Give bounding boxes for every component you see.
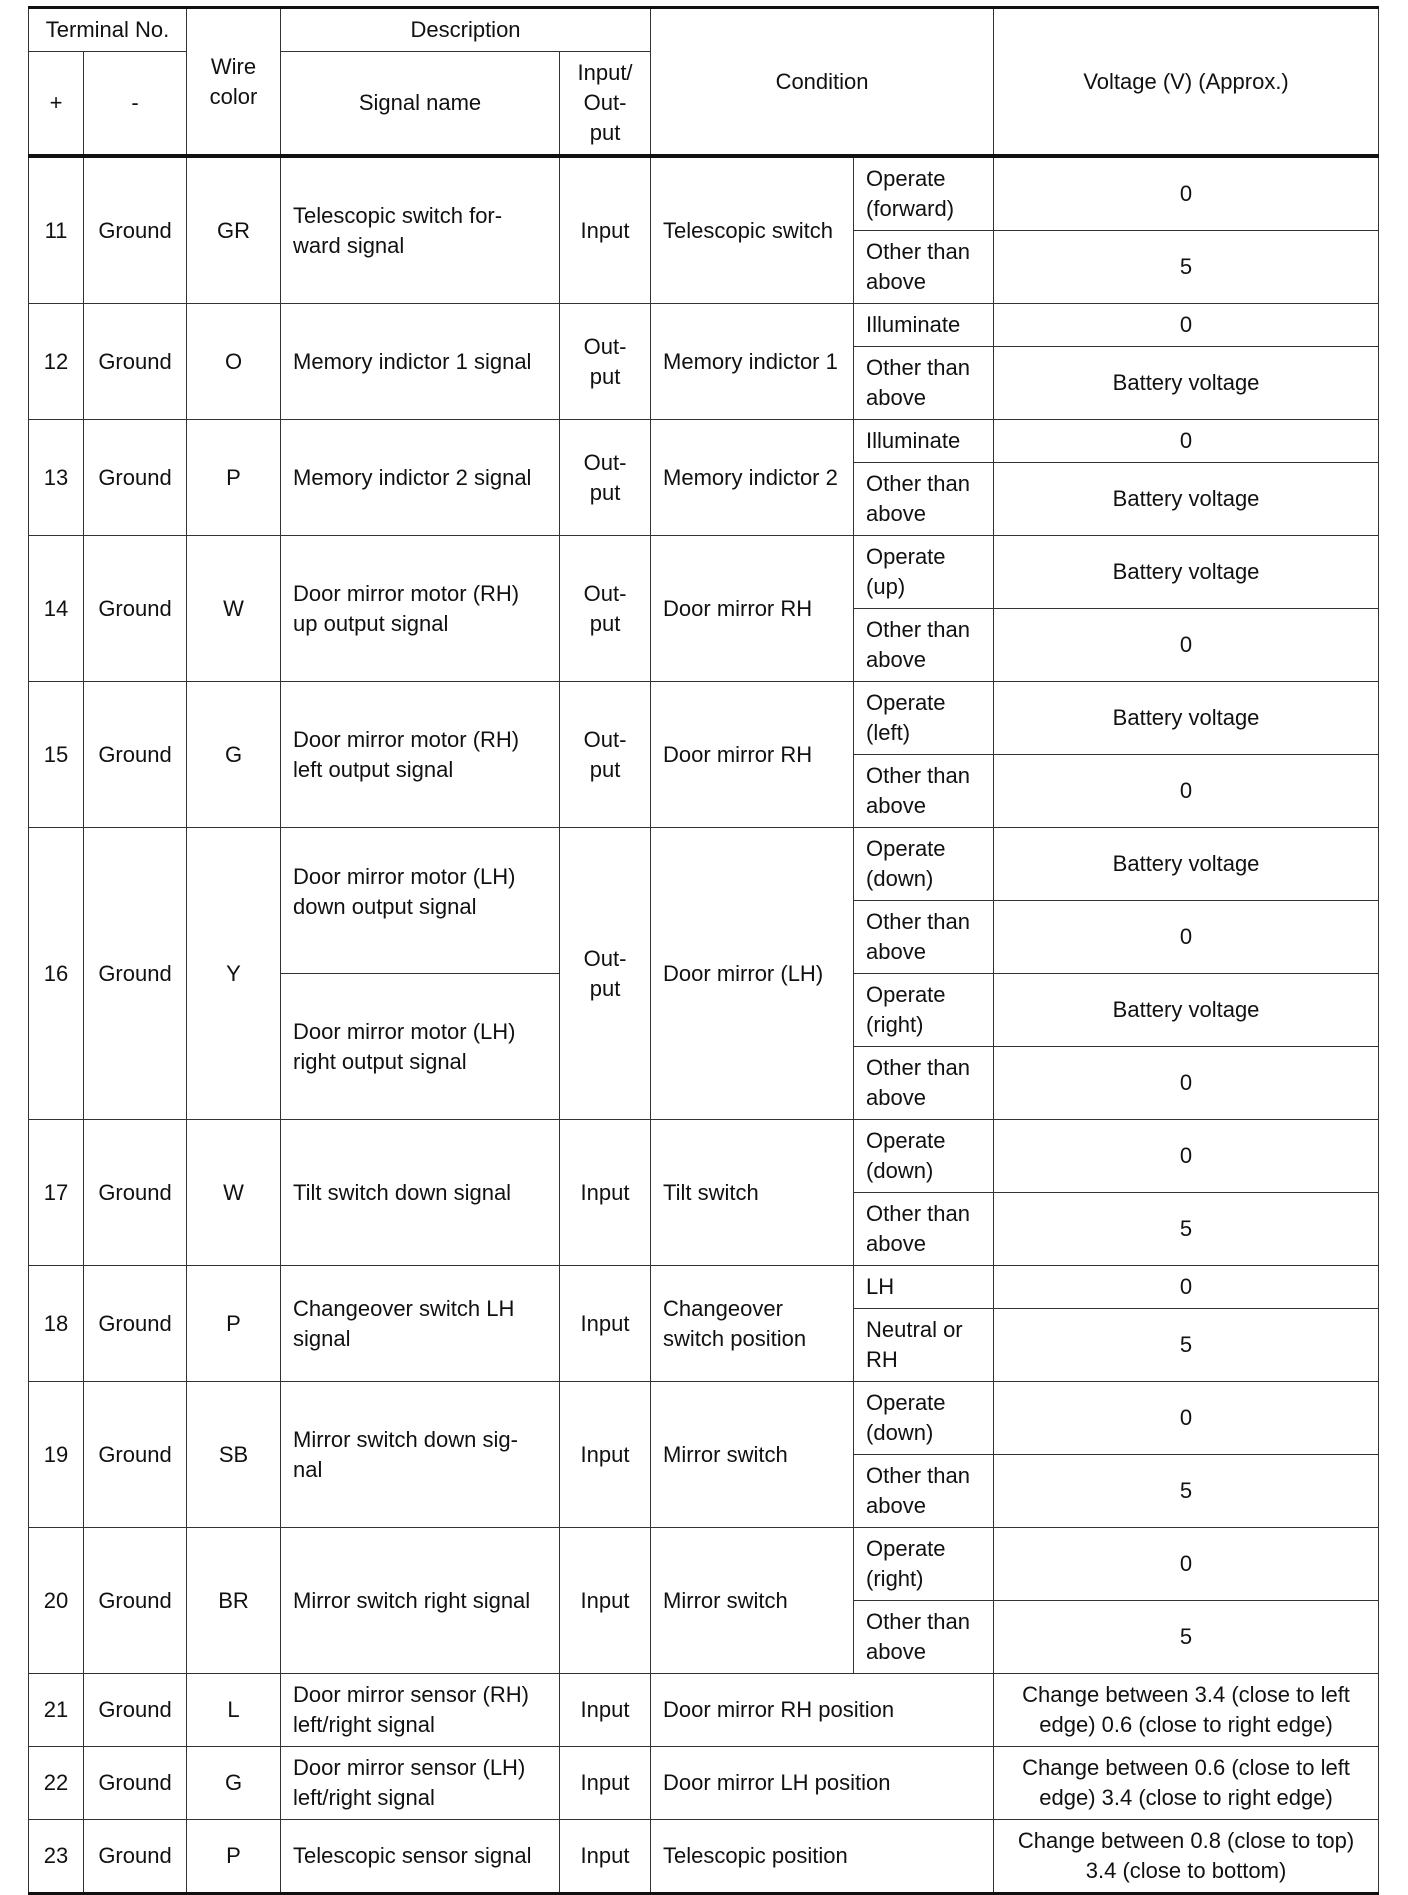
signal-name: Memory indictor 1 signal xyxy=(281,304,560,420)
table-row xyxy=(29,1528,1379,1601)
wire-color: GR xyxy=(187,156,281,304)
condition: Mirror switch xyxy=(651,1382,854,1528)
wire-color: P xyxy=(187,420,281,536)
condition: Memory indictor 1 xyxy=(651,304,854,420)
input-output: Input xyxy=(560,1120,651,1266)
input-output: Input xyxy=(560,156,651,304)
terminal-minus: Ground xyxy=(84,682,187,828)
voltage-value: 5 xyxy=(994,1193,1379,1266)
sub-condition: LH xyxy=(854,1266,994,1309)
signal-name: Mirror switch down sig- nal xyxy=(281,1382,560,1528)
sub-condition: Operate (down) xyxy=(854,1120,994,1193)
sub-condition: Other than above xyxy=(854,755,994,828)
signal-name: Changeover switch LH signal xyxy=(281,1266,560,1382)
terminal-plus: 11 xyxy=(29,156,84,304)
header-input-output: Input/ Out- put xyxy=(560,52,651,157)
terminal-plus: 16 xyxy=(29,828,84,1120)
header-plus: + xyxy=(29,52,84,157)
sub-condition: Operate (up) xyxy=(854,536,994,609)
terminal-minus: Ground xyxy=(84,1120,187,1266)
voltage-value: Change between 0.6 (close to left edge) 3.4 (close to right edge) xyxy=(994,1747,1379,1820)
condition: Telescopic switch xyxy=(651,156,854,304)
signal-name: Door mirror motor (RH) left output signal xyxy=(281,682,560,828)
voltage-value: 5 xyxy=(994,1601,1379,1674)
voltage-value: Battery voltage xyxy=(994,974,1379,1047)
terminal-minus: Ground xyxy=(84,304,187,420)
input-output: Input xyxy=(560,1820,651,1894)
wire-color: G xyxy=(187,682,281,828)
input-output: Input xyxy=(560,1528,651,1674)
input-output: Out- put xyxy=(560,304,651,420)
sub-condition: Operate (down) xyxy=(854,1382,994,1455)
voltage-value: 0 xyxy=(994,1266,1379,1309)
voltage-value: 5 xyxy=(994,1309,1379,1382)
input-output: Input xyxy=(560,1266,651,1382)
terminal-minus: Ground xyxy=(84,420,187,536)
voltage-value: Battery voltage xyxy=(994,536,1379,609)
table-row xyxy=(29,1674,1379,1747)
input-output: Out- put xyxy=(560,828,651,1120)
terminal-minus: Ground xyxy=(84,828,187,1120)
voltage-value: 5 xyxy=(994,231,1379,304)
header-minus: - xyxy=(84,52,187,157)
sub-condition: Other than above xyxy=(854,1455,994,1528)
voltage-value: Battery voltage xyxy=(994,463,1379,536)
signal-name: Door mirror sensor (RH) left/right signal xyxy=(281,1674,560,1747)
voltage-value: 0 xyxy=(994,1528,1379,1601)
signal-name: Door mirror motor (RH) up output signal xyxy=(281,536,560,682)
input-output: Input xyxy=(560,1382,651,1528)
terminal-minus: Ground xyxy=(84,1266,187,1382)
wire-color: O xyxy=(187,304,281,420)
voltage-value: 0 xyxy=(994,304,1379,347)
voltage-value: Change between 3.4 (close to left edge) 0.6 (close to right edge) xyxy=(994,1674,1379,1747)
table-row xyxy=(29,1382,1379,1455)
terminal-plus: 18 xyxy=(29,1266,84,1382)
signal-name: Memory indictor 2 signal xyxy=(281,420,560,536)
voltage-value: 0 xyxy=(994,156,1379,231)
sub-condition: Operate (right) xyxy=(854,1528,994,1601)
voltage-value: 0 xyxy=(994,755,1379,828)
condition: Tilt switch xyxy=(651,1120,854,1266)
condition: Door mirror LH position xyxy=(651,1747,994,1820)
wire-color: Y xyxy=(187,828,281,1120)
signal-name: Door mirror motor (LH) right output signal xyxy=(281,974,560,1120)
wire-color: L xyxy=(187,1674,281,1747)
wire-color: G xyxy=(187,1747,281,1820)
terminal-minus: Ground xyxy=(84,1382,187,1528)
signal-name: Telescopic switch for- ward signal xyxy=(281,156,560,304)
header-signal-name: Signal name xyxy=(281,52,560,157)
voltage-value: 0 xyxy=(994,609,1379,682)
table-row xyxy=(29,304,1379,347)
terminal-minus: Ground xyxy=(84,1820,187,1894)
wire-color: SB xyxy=(187,1382,281,1528)
condition: Door mirror RH position xyxy=(651,1674,994,1747)
table-row xyxy=(29,1266,1379,1309)
voltage-value: 0 xyxy=(994,1047,1379,1120)
wire-color: P xyxy=(187,1820,281,1894)
input-output: Out- put xyxy=(560,420,651,536)
terminal-plus: 14 xyxy=(29,536,84,682)
table-row xyxy=(29,156,1379,231)
header-terminal-no: Terminal No. xyxy=(29,8,187,52)
sub-condition: Operate (forward) xyxy=(854,156,994,231)
wire-color: P xyxy=(187,1266,281,1382)
sub-condition: Operate (left) xyxy=(854,682,994,755)
terminal-plus: 15 xyxy=(29,682,84,828)
sub-condition: Illuminate xyxy=(854,420,994,463)
signal-name: Tilt switch down signal xyxy=(281,1120,560,1266)
sub-condition: Other than above xyxy=(854,347,994,420)
table-row xyxy=(29,682,1379,755)
sub-condition: Other than above xyxy=(854,231,994,304)
table-header xyxy=(29,8,1379,157)
wire-color: W xyxy=(187,536,281,682)
terminal-minus: Ground xyxy=(84,1528,187,1674)
signal-name: Door mirror motor (LH) down output signal xyxy=(281,828,560,974)
terminal-plus: 12 xyxy=(29,304,84,420)
terminal-minus: Ground xyxy=(84,156,187,304)
sub-condition: Illuminate xyxy=(854,304,994,347)
terminal-plus: 21 xyxy=(29,1674,84,1747)
input-output: Input xyxy=(560,1747,651,1820)
header-condition: Condition xyxy=(651,8,994,157)
voltage-value: 0 xyxy=(994,1120,1379,1193)
condition: Memory indictor 2 xyxy=(651,420,854,536)
voltage-value: Change between 0.8 (close to top) 3.4 (close to bottom) xyxy=(994,1820,1379,1894)
voltage-value: 5 xyxy=(994,1455,1379,1528)
condition: Mirror switch xyxy=(651,1528,854,1674)
signal-name: Mirror switch right signal xyxy=(281,1528,560,1674)
wire-color: BR xyxy=(187,1528,281,1674)
header-voltage: Voltage (V) (Approx.) xyxy=(994,8,1379,157)
voltage-value: Battery voltage xyxy=(994,682,1379,755)
condition: Telescopic position xyxy=(651,1820,994,1894)
sub-condition: Other than above xyxy=(854,609,994,682)
terminal-minus: Ground xyxy=(84,1747,187,1820)
header-description: Description xyxy=(281,8,651,52)
table-row xyxy=(29,536,1379,609)
condition: Door mirror (LH) xyxy=(651,828,854,1120)
terminal-table-page xyxy=(28,6,1378,1895)
terminal-plus: 17 xyxy=(29,1120,84,1266)
table-row xyxy=(29,1747,1379,1820)
terminal-minus: Ground xyxy=(84,1674,187,1747)
voltage-value: 0 xyxy=(994,1382,1379,1455)
voltage-value: Battery voltage xyxy=(994,347,1379,420)
input-output: Out- put xyxy=(560,682,651,828)
sub-condition: Neutral or RH xyxy=(854,1309,994,1382)
sub-condition: Other than above xyxy=(854,1047,994,1120)
voltage-value: Battery voltage xyxy=(994,828,1379,901)
table-row xyxy=(29,1820,1379,1894)
input-output: Out- put xyxy=(560,536,651,682)
sub-condition: Other than above xyxy=(854,463,994,536)
condition: Changeover switch position xyxy=(651,1266,854,1382)
terminal-plus: 22 xyxy=(29,1747,84,1820)
header-wire-color: Wire color xyxy=(187,8,281,157)
wire-color: W xyxy=(187,1120,281,1266)
condition: Door mirror RH xyxy=(651,536,854,682)
voltage-value: 0 xyxy=(994,901,1379,974)
voltage-value: 0 xyxy=(994,420,1379,463)
terminal-plus: 19 xyxy=(29,1382,84,1528)
terminal-plus: 13 xyxy=(29,420,84,536)
sub-condition: Other than above xyxy=(854,901,994,974)
table-row xyxy=(29,828,1379,901)
table-row xyxy=(29,1120,1379,1193)
sub-condition: Other than above xyxy=(854,1601,994,1674)
signal-name: Door mirror sensor (LH) left/right signal xyxy=(281,1747,560,1820)
input-output: Input xyxy=(560,1674,651,1747)
signal-name: Telescopic sensor signal xyxy=(281,1820,560,1894)
sub-condition: Other than above xyxy=(854,1193,994,1266)
terminal-plus: 20 xyxy=(29,1528,84,1674)
terminal-minus: Ground xyxy=(84,536,187,682)
table-body xyxy=(29,156,1379,1894)
terminal-table xyxy=(28,6,1379,1895)
condition: Door mirror RH xyxy=(651,682,854,828)
terminal-plus: 23 xyxy=(29,1820,84,1894)
sub-condition: Operate (right) xyxy=(854,974,994,1047)
table-row xyxy=(29,420,1379,463)
sub-condition: Operate (down) xyxy=(854,828,994,901)
